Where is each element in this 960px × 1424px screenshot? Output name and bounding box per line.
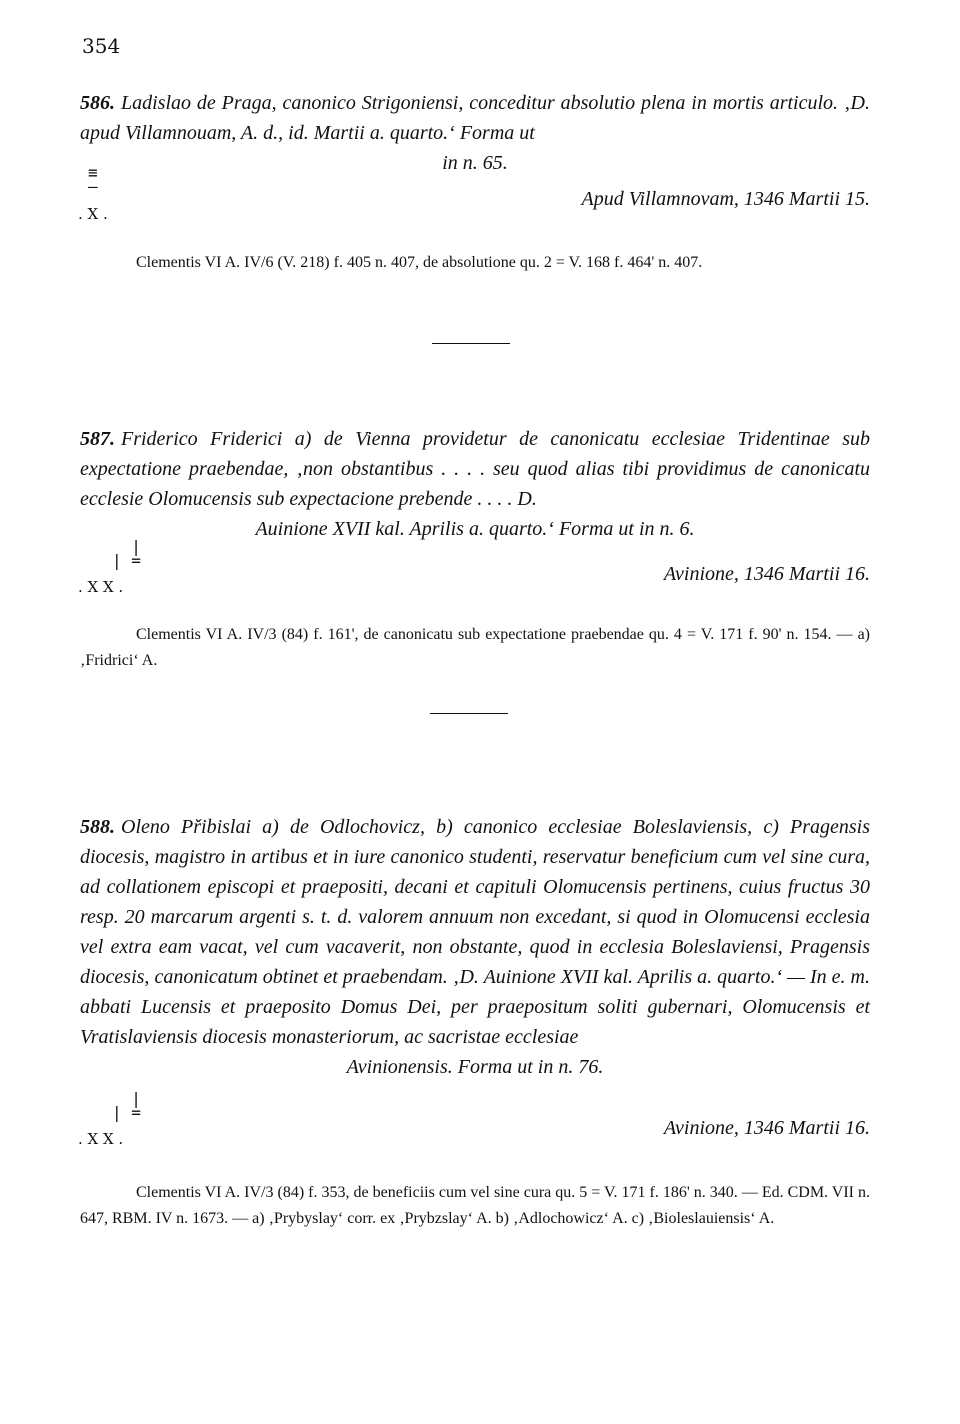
entry-586: [80, 88, 870, 178]
entry-text: Friderico Friderici a) de Vienna providetur de canonicatu ecclesiae Tridentinae sub expectatione praebendae, ‚non obstantibus . . . . seu quod alias tibi providimus de canonicatu ecclesie Olomucensis sub expectacione prebende . . . . D.: [80, 428, 870, 510]
entry-last-line: Avinionensis. Forma ut in n. 76.: [346, 1056, 604, 1078]
place-date: Avinione, 1346 Martii 16.: [663, 1117, 870, 1139]
tally-mark-icon: | | =: [112, 537, 141, 570]
entry-last-line: in n. 65.: [442, 152, 508, 174]
entry-number: 588.: [80, 816, 115, 838]
place-date: Apud Villamnovam, 1346 Martii 15.: [581, 188, 870, 210]
tally-mark-icon: ≡ —: [88, 163, 98, 196]
tally-mark-label: . X X .: [78, 1130, 124, 1148]
source-note-text: Clementis VI A. IV/6 (V. 218) f. 405 n. 407, de absolutione qu. 2 = V. 168 f. 464' n. 407.: [136, 254, 703, 271]
entry-text: Ladislao de Praga, canonico Strigoniensi, conceditur absolutio plena in mortis articulo. ‚D. apud Villamnouam, A. d., id. Martii a. quarto.‘ Forma ut: [80, 92, 870, 144]
section-divider: [432, 343, 510, 344]
entry-last-line: Auinione XVII kal. Aprilis a. quarto.‘ Forma ut in n. 6.: [255, 518, 695, 540]
section-divider: [430, 713, 508, 714]
source-note-text: Clementis VI A. IV/3 (84) f. 353, de beneficiis cum vel sine cura qu. 5 = V. 171 f. 186' n. 340. — Ed. CDM. VII n. 647, RBM. IV n. 1673. — a) ‚Prybyslay‘ corr. ex ‚Prybzslay‘ A. b) ‚Adlochowicz‘ A. c) ‚Bioleslauiensis‘ A.: [80, 1184, 870, 1227]
source-note: [80, 622, 870, 674]
tally-mark-label: . X X .: [78, 578, 124, 596]
source-note: [80, 250, 870, 276]
source-note: [80, 1180, 870, 1232]
entry-588: [80, 812, 870, 1082]
entry-text: Oleno Přibislai a) de Odlochovicz, b) canonico ecclesiae Boleslaviensis, c) Pragensis diocesis, magistro in artibus et in iure canonico studenti, reservatur beneficium cum vel sine cura, ad collationem episcopi et praepositi, decani et capituli Olomucensis pertinens, cuius fructus 30 resp. 20 marcarum argenti s. t. d. valorem annuum non excedant, si quod in Olomucensi ecclesia vel extra eam vacat, vel cum vacaverit, non obstante, quod in ecclesia Boleslaviensi, Pragensis diocesis, canonicatum obtinet et praebendam. ‚D. Auinione XVII kal. Aprilis a. quarto.‘ — In e. m. abbati Lucensis et praeposito Domus Dei, per praepositum soliti gubernari, Olomucensis et Vratislaviensis diocesis monasteriorum, ac sacristae ecclesiae: [80, 816, 870, 1048]
entry-587: [80, 424, 870, 544]
source-note-text: Clementis VI A. IV/3 (84) f. 161', de canonicatu sub expectatione praebendae qu. 4 = V. 171 f. 90' n. 154. — a) ‚Fridrici‘ A.: [80, 626, 870, 669]
page-number: 354: [82, 34, 121, 58]
place-date: Avinione, 1346 Martii 16.: [663, 563, 870, 585]
entry-number: 586.: [80, 92, 115, 114]
tally-mark-label: . X .: [78, 205, 108, 223]
entry-number: 587.: [80, 428, 115, 450]
tally-mark-icon: | | =: [112, 1089, 141, 1122]
